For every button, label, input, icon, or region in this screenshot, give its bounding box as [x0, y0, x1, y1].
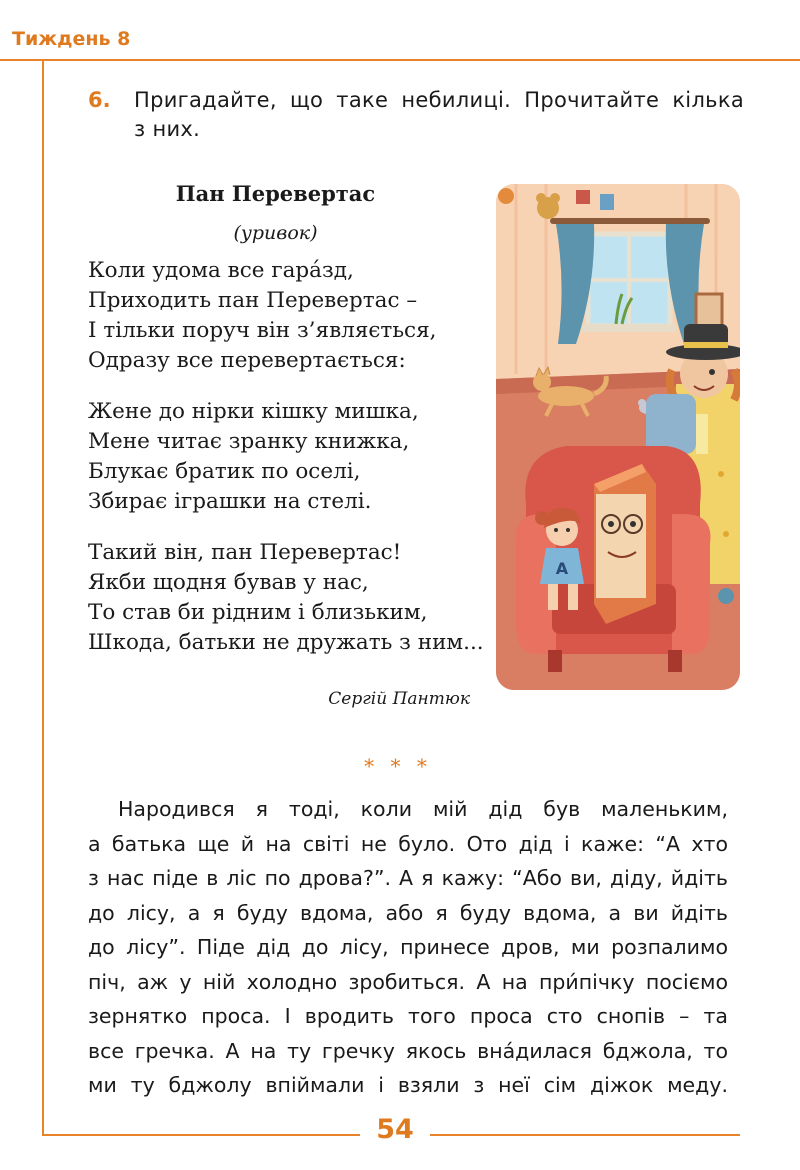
- task-line: з них.: [134, 117, 201, 141]
- prose-line: піч, аж у ній холодно зробиться. А на при́пічку посіємо: [88, 969, 728, 994]
- week-label: Тиждень 8: [12, 28, 131, 50]
- poem-line: І тільки поруч він з’являється,: [88, 318, 437, 343]
- header-rule: [0, 59, 800, 61]
- poem-stanza: [88, 538, 488, 658]
- prose-line: до лісу, а я буду вдома, або я буду вдома, а ви йдіть: [88, 900, 728, 925]
- poem-line: Такий він, пан Перевертас!: [88, 540, 402, 565]
- poem-line: То став би рідним і близьким,: [88, 600, 428, 625]
- poem-line: Блукає братик по оселі,: [88, 459, 361, 484]
- footer-rule-left: [42, 1134, 360, 1136]
- footer-rule-right: [430, 1134, 740, 1136]
- page-number: 54: [376, 1114, 414, 1145]
- poem-line: Збирає іграшки на стелі.: [88, 489, 372, 514]
- poem-stanza: [88, 397, 488, 517]
- prose-line: з нас піде в ліс по дрова?”. А я кажу: “Або ви, діду, йдіть: [88, 866, 728, 890]
- poem-line: Одразу все перевертається:: [88, 348, 406, 373]
- task-line: Пригадайте, що таке небилиці. Прочитайте кілька: [134, 88, 744, 112]
- prose-paragraph: [88, 792, 728, 1103]
- margin-rule: [42, 59, 44, 1135]
- poem-line: Коли удома все гара́зд,: [88, 258, 354, 283]
- task-number: 6.: [88, 88, 111, 112]
- prose-line: все гречка. А на ту гречку якось вна́дилася бджола, то: [88, 1038, 728, 1063]
- task-text: [134, 86, 744, 144]
- poem-stanza: [88, 256, 488, 376]
- girl-shirt-letter: A: [555, 559, 569, 578]
- prose-line: ми ту бджолу впіймали і взяли з неї сім діжок меду.: [88, 1073, 728, 1097]
- prose-line: до лісу”. Піде дід до лісу, принесе дров, ми розпалимо: [88, 935, 728, 959]
- poem-author: Сергій Пантюк: [328, 689, 470, 709]
- poem-title: Пан Перевертас: [175, 181, 376, 206]
- poem-subtitle: (уривок): [233, 222, 318, 244]
- poem-line: Якби щодня бував у нас,: [88, 570, 369, 595]
- poem-line: Приходить пан Перевертас –: [88, 288, 418, 313]
- section-separator: * * *: [364, 754, 432, 778]
- prose-line: зернятко проса. І вродить того проса сто снопів – та: [88, 1004, 728, 1028]
- poem-line: Жене до нірки кішку мишка,: [88, 399, 419, 424]
- prose-line: Народився я тоді, коли мій дід був маленьким,: [118, 797, 728, 821]
- poem-illustration: [496, 184, 740, 690]
- poem-line: Мене читає зранку книжка,: [88, 429, 410, 454]
- prose-line: а батька ще й на світі не було. Ото дід і каже: “А хто: [88, 831, 728, 856]
- poem-line: Шкода, батьки не дружать з ним...: [88, 630, 484, 655]
